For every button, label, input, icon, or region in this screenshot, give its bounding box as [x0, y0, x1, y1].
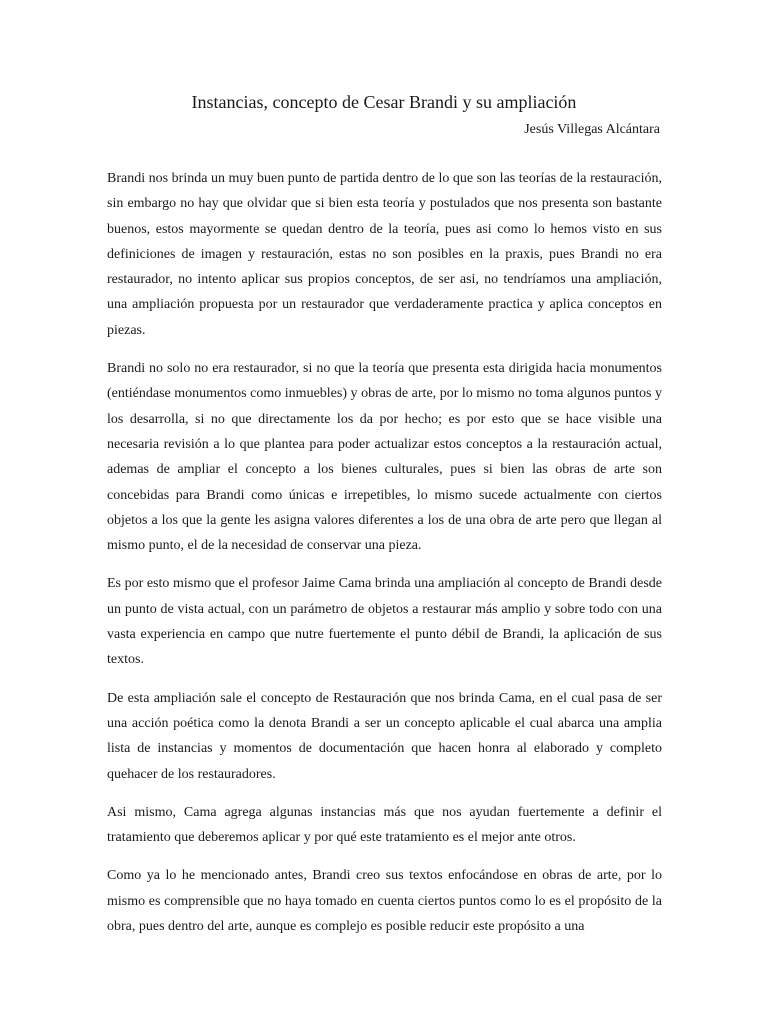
paragraph-5: Asi mismo, Cama agrega algunas instancias más que nos ayudan fuertemente a definir el tratamiento que deberemos aplicar y por qué este tratamiento es el mejor ante otros. — [107, 804, 662, 846]
document-title: Instancias, concepto de Cesar Brandi y su ampliación — [191, 92, 577, 112]
paragraph-1: Brandi nos brinda un muy buen punto de partida dentro de lo que son las teorías de la restauración, sin embargo no hay que olvidar que si bien esta teoría y postulados que nos presenta son bastante buenos, estos mayormente se quedan dentro de la teoría, pues asi como lo hemos visto en sus definiciones de imagen y restauración, estas no son posibles en la praxis, pues Brandi no era restaurador, no intento aplicar sus propios conceptos, de ser asi, no tendríamos una ampliación, una ampliación propuesta por un restaurador que verdaderamente practica y aplica conceptos en piezas. — [107, 171, 662, 338]
paragraph-2: Brandi no solo no era restaurador, si no que la teoría que presenta esta dirigida hacia monumentos (entiéndase monumentos como inmuebles) y obras de arte, por lo mismo no toma algunos puntos y los desarrolla, si no que directamente los da por hecho; es por esto que se hace visible una necesaria revisión a lo que plantea para poder actualizar estos conceptos a la restauración actual, ademas de ampliar el concepto a los bienes culturales, pues si bien las obras de arte son concebidas para Brandi como únicas e irrepetibles, lo mismo sucede actualmente con ciertos objetos a los que la gente les asigna valores diferentes a los de una obra de arte pero que llegan al mismo punto, el de la necesidad de conservar una pieza. — [107, 361, 662, 554]
document-author: Jesús Villegas Alcántara — [524, 122, 660, 137]
document-body — [107, 166, 662, 952]
paragraph-6: Como ya lo he mencionado antes, Brandi creo sus textos enfocándose en obras de arte, por lo mismo es comprensible que no haya tomado en cuenta ciertos puntos como lo es el propósito de la obra, pues dentro del arte, aunque es complejo es posible reducir este propósito a una — [107, 868, 662, 935]
paragraph-4: De esta ampliación sale el concepto de Restauración que nos brinda Cama, en el cual pasa de ser una acción poética como la denota Brandi a ser un concepto aplicable el cual abarca una amplia lista de instancias y momentos de documentación que hacen honra al elaborado y completo quehacer de los restauradores. — [107, 690, 662, 782]
paragraph-3: Es por esto mismo que el profesor Jaime Cama brinda una ampliación al concepto de Brandi desde un punto de vista actual, con un parámetro de objetos a restaurar más amplio y sobre todo con una vasta experiencia en campo que nutre fuertemente el punto débil de Brandi, la aplicación de sus textos. — [107, 576, 662, 668]
